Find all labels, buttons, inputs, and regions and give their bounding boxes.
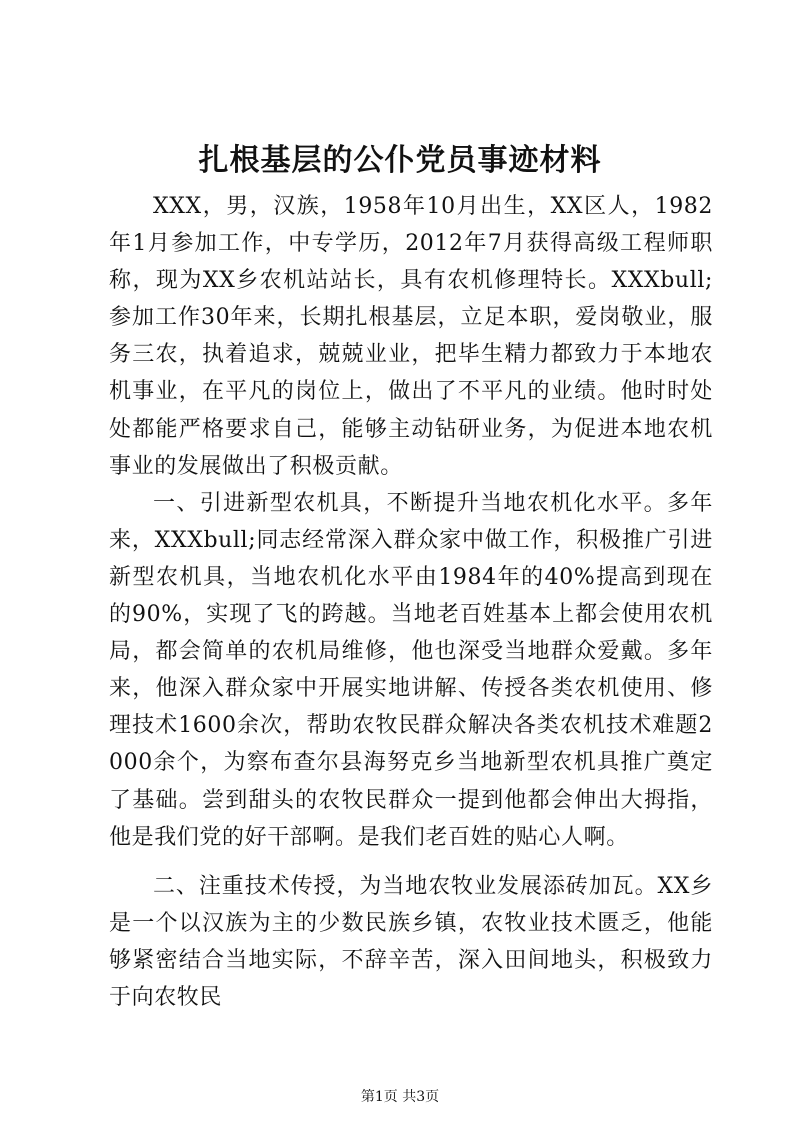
document-body	[109, 188, 713, 1016]
paragraph-section-two: 二、注重技术传授，为当地农牧业发展添砖加瓦。XX乡是一个以汉族为主的少数民族乡镇，农牧业技术匮乏，他能够紧密结合当地实际，不辞辛苦，深入田间地头，积极致力于向农牧民	[109, 873, 713, 1010]
document-title: 扎根基层的公仆党员事迹材料	[198, 143, 602, 178]
page-number-footer: 第1页 共3页	[360, 1089, 440, 1105]
paragraph-section-one: 一、引进新型农机具，不断提升当地农机化水平。多年来，XXXbull;同志经常深入群众家中做工作，积极推广引进新型农机具，当地农机化水平由1984年的40%提高到现在的90%，实现了飞的跨越。当地老百姓基本上都会使用农机局，都会简单的农机局维修，他也深受当地群众爱戴。多年来，他深入群众家中开展实地讲解、传授各类农机使用、修理技术1600余次，帮助农牧民群众解决各类农机技术难题2000余个，为察布查尔县海努克乡当地新型农机具推广奠定了基础。尝到甜头的农牧民群众一提到他都会伸出大拇指，他是我们党的好干部啊。是我们老百姓的贴心人啊。	[109, 490, 713, 850]
paragraph-intro: XXX，男，汉族，1958年10月出生，XX区人，1982年1月参加工作，中专学历，2012年7月获得高级工程师职称，现为XX乡农机站站长，具有农机修理特长。XXXbull;参加工作30年来，长期扎根基层，立足本职，爱岗敬业，服务三农，执着追求，兢兢业业，把毕生精力都致力于本地农机事业，在平凡的岗位上，做出了不平凡的业绩。他时时处处都能严格要求自己，能够主动钻研业务，为促进本地农机事业的发展做出了积极贡献。	[109, 194, 713, 479]
